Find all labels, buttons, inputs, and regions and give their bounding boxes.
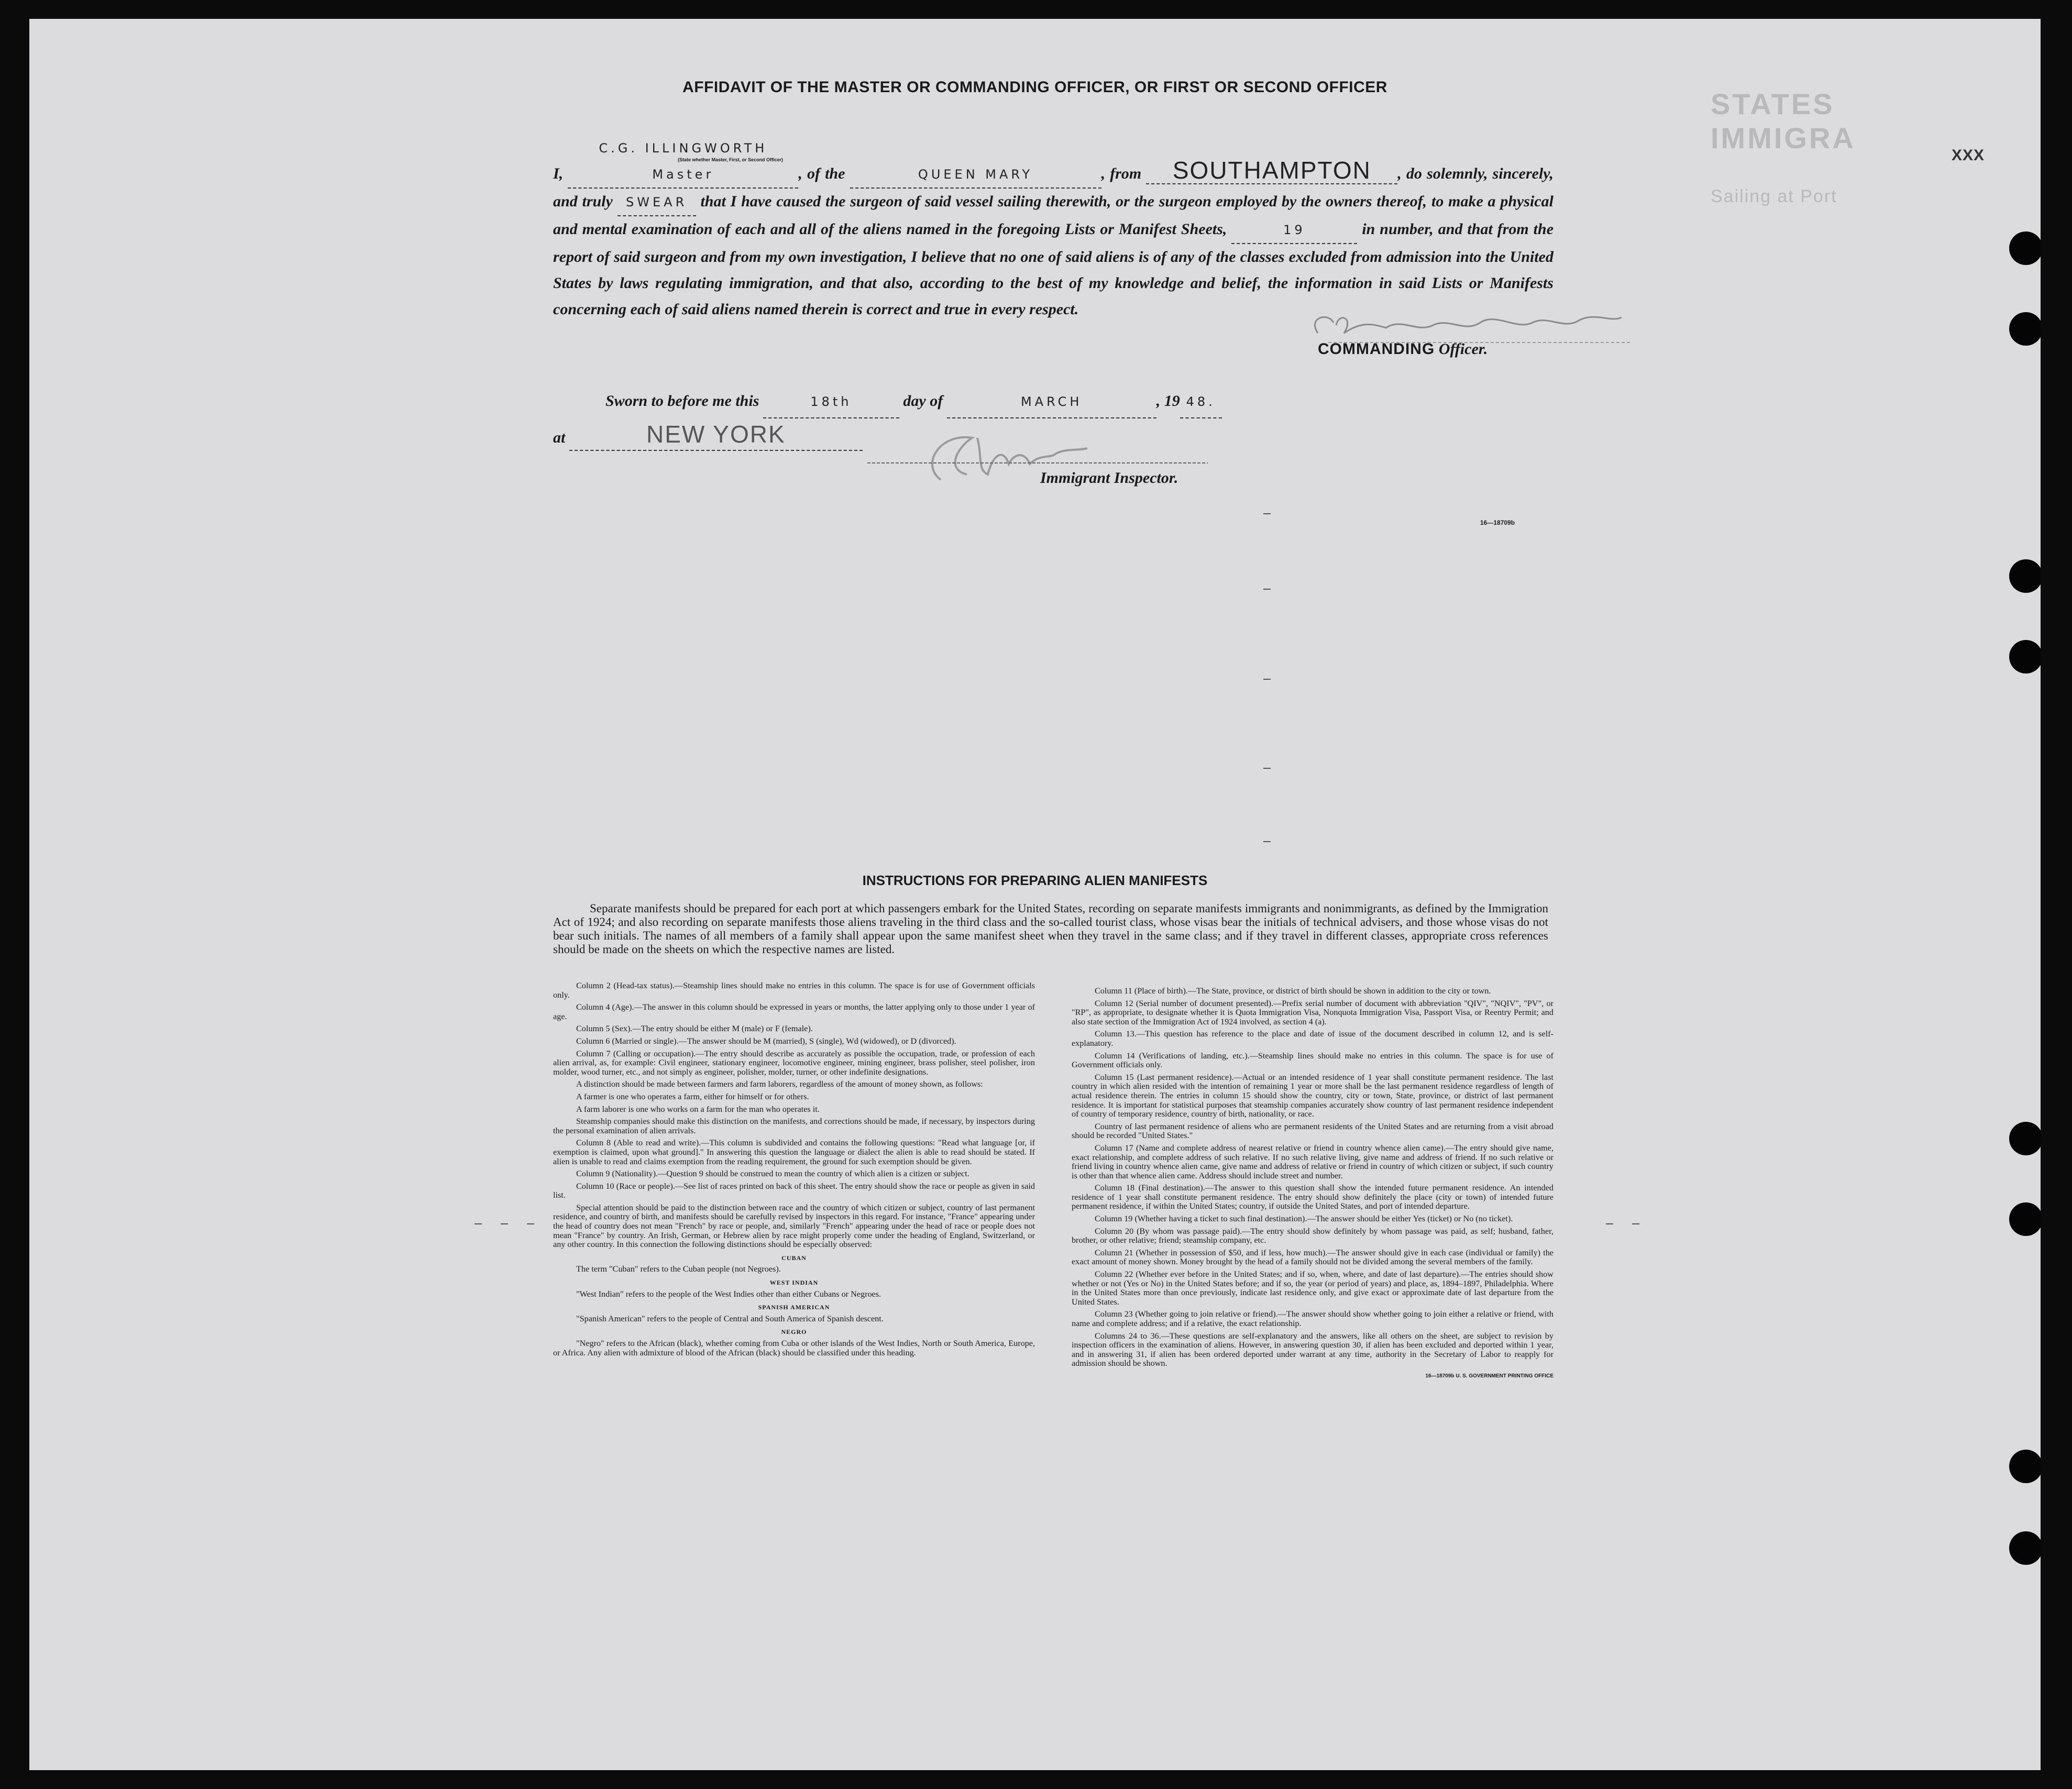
- sworn-text: at: [553, 429, 566, 446]
- affidavit-title: AFFIDAVIT OF THE MASTER OR COMMANDING OFFICER, OR FIRST OR SECOND OFFICER: [682, 79, 1387, 96]
- instruction-paragraph: Country of last permanent residence of aliens who are permanent residents of the United States and are returning from a visit abroad should be recorded "United States.": [1072, 1121, 1553, 1141]
- instruction-paragraph: A farmer is one who operates a farm, either for himself or for others.: [576, 1091, 809, 1101]
- bleed-through-text: [1711, 87, 1983, 223]
- master-name-field: C.G. ILLINGWORTH Master: [568, 135, 798, 189]
- aff-text: , of the: [798, 165, 845, 182]
- bleed-line-2: Sailing at Port: [1711, 186, 1837, 206]
- oath-field: SWEAR: [618, 189, 696, 216]
- sheet-count-field: 19: [1231, 217, 1357, 244]
- instruction-paragraph: Column 13.—This question has reference to the place and date of issue of the document described in column 12, and is self-explanatory.: [1072, 1029, 1553, 1048]
- officer-rank: COMMANDING: [1318, 340, 1435, 358]
- aff-text: in number, and that from the report of said surgeon and from my own investigation, I believe that no one of said aliens is of any of the classes excluded from admission into the United States by laws regulating immigration, and that also, according to the best of my knowledge and belief, the information in said Lists or Manifests concerning each of said aliens named therein is correct and true in every respect.: [553, 220, 1554, 318]
- margin-tick: [501, 1223, 508, 1224]
- bleed-mark: XXX: [1952, 147, 1985, 164]
- inspector-label: Immigrant Inspector.: [1040, 469, 1178, 487]
- instructions-intro: Separate manifests should be prepared for each port at which passengers embark for the United States, recording on separate manifests immigrants and nonimmigrants, as defined by the Immigration Act of 1924; and also recording on separate manifests those aliens traveling in the third class and the so-called tourist class, whose visas bear the initials of technical advisers, and those whose visas do not bear such initials. The names of all members of a family shall appear upon the same manifest sheet when they travel in the same class; and if they travel in different classes, appropriate cross references should be made on the sheets on which the respective names are listed.: [553, 902, 1548, 956]
- punch-hole-icon: [2009, 231, 2041, 265]
- instruction-paragraph: Column 17 (Name and complete address of nearest relative or friend in country whence alien came).—The entry should give name, exact relationship, and complete address of such relative. If no such relative living, give name and address of friend. If no such relative or friend living in country whence alien came, give name and address of relative or friend in country of which citizen or subject, if such country is other than that whence alien came. Address should include street and number.: [1072, 1143, 1553, 1180]
- aff-text: solemnly, sincerely, and truly: [553, 165, 1554, 210]
- instruction-paragraph: Column 7 (Calling or occupation).—The entry should describe as accurately as possible the occupation, trade, or profession of each alien arrival, as, for example: Civil engineer, stationary engineer, locomotive engineer, mining engineer, brass polisher, steel polisher, iron molder, wood turner, etc., and not simply as engineer, polisher, molder, turner, or other indefinite designations.: [553, 1048, 1035, 1077]
- instruction-paragraph: Column 10 (Race or people).—See list of races printed on back of this sheet. The entry should show the race or people as given in said list.: [553, 1181, 1035, 1200]
- instruction-paragraph: Columns 24 to 36.—These questions are self-explanatory and the answers, like all others on the sheet, are subject to revision by inspection officers in the examination of aliens. However, in answering question 30, if alien has been excluded and deported within 1 year, and in answering 31, if alien has been ordered deported under warrant at any time, authority in the Secretary of Labor to reapply for admission should be shown.: [1072, 1331, 1553, 1368]
- instruction-paragraph: "Spanish American" refers to the people of Central and South America of Spanish descent.: [576, 1313, 884, 1323]
- sworn-day-field: 18th: [763, 386, 899, 418]
- instruction-paragraph: Column 8 (Able to read and write).—This column is subdivided and contains the following questions: "Read what language [or, if exemption is claimed, upon what ground]." In answering this question the language or dialect the alien is able to read should be stated. If alien is unable to read and claims exemption from the reading requirement, the ground for such exemption should be given.: [553, 1138, 1035, 1166]
- aff-text: , do: [1397, 165, 1422, 182]
- west-indian-heading: WEST INDIAN: [769, 1279, 819, 1287]
- aff-text: that I have caused the surgeon of said vessel sailing therewith, or the surgeon employed by the owners thereof, to make a physical and mental examination of each and all of the aliens named in the foregoing Lists or Manifest Sheets,: [553, 193, 1554, 238]
- instruction-paragraph: Column 9 (Nationality).—Question 9 should be construed to mean the country of which alien is a citizen or subject.: [576, 1169, 969, 1179]
- officer-signature-line: [1318, 340, 1487, 358]
- port-field: SOUTHAMPTON: [1146, 157, 1397, 184]
- rank-note: (State whether Master, First, or Second Officer): [678, 157, 784, 162]
- punch-hole-icon: [2009, 1531, 2041, 1565]
- punch-hole-icon: [2009, 1202, 2041, 1236]
- instruction-paragraph: Column 5 (Sex).—The entry should be either M (male) or F (female).: [576, 1024, 813, 1034]
- instruction-paragraph: Column 19 (Whether having a ticket to such final destination).—The answer should be either Yes (ticket) or No (no ticket).: [1095, 1214, 1513, 1224]
- bleed-line-1: STATES IMMIGRA: [1711, 87, 1856, 154]
- margin-tick: [1263, 841, 1271, 842]
- punch-hole-icon: [2009, 1450, 2041, 1483]
- instruction-paragraph: Column 21 (Whether in possession of $50, and if less, how much).—The answer should give in each case (individual or family) the exact amount of money shown. Money brought by the head of a family should not be divided among the several members of the family.: [1072, 1247, 1553, 1267]
- sworn-month-field: MARCH: [947, 386, 1156, 418]
- margin-tick: [1263, 513, 1271, 514]
- aff-text: , from: [1101, 165, 1142, 182]
- margin-tick: [475, 1223, 482, 1224]
- margin-tick: [1263, 768, 1271, 769]
- margin-tick: [1263, 679, 1271, 680]
- affidavit-text: [553, 135, 1553, 323]
- instructions-left-column: [553, 981, 1035, 1361]
- instruction-paragraph: Column 23 (Whether going to join relative or friend).—The answer should show whether going to join either a relative or friend, with name and complete address; and if a relative, the exact relationship.: [1072, 1309, 1553, 1328]
- sworn-text: day of: [903, 392, 943, 410]
- officer-label: Officer.: [1438, 340, 1488, 358]
- instruction-paragraph: Column 6 (Married or single).—The answer should be M (married), S (single), Wd (widowed), or D (divorced).: [576, 1036, 956, 1046]
- footer-form-number: 16—18709b U. S. GOVERNMENT PRINTING OFFICE: [1425, 1373, 1553, 1379]
- sworn-year-field: 48.: [1180, 386, 1222, 418]
- sworn-text: Sworn to before me this: [605, 392, 759, 410]
- aff-text: I,: [553, 165, 564, 182]
- instructions-title: INSTRUCTIONS FOR PREPARING ALIEN MANIFESTS: [862, 873, 1208, 888]
- instruction-paragraph: "Negro" refers to the African (black), whether coming from Cuba or other islands of the West Indies, North or South America, Europe, or Africa. Any alien with admixture of blood of the African (black) should be classified under this heading.: [553, 1339, 1035, 1357]
- instruction-paragraph: Column 22 (Whether ever before in the United States; and if so, when, where, and date of last departure).—The entries should show whether or not (Yes or No) in the United States before; and if so, the year (or period of years) and place, as, 1894–1897, Philadelphia. Where in the United States more than once previously, indicate last residence only, and give exact or approximate date of last departure from the United States.: [1072, 1269, 1553, 1307]
- instruction-paragraph: Column 4 (Age).—The answer in this column should be expressed in years or months, the latter applying only to those under 1 year of age.: [553, 1002, 1035, 1021]
- sworn-place-field: NEW YORK: [569, 418, 863, 451]
- instruction-paragraph: Column 20 (By whom was passage paid).—The entry should show definitely by whom passage was paid, as self; husband, father, brother, or other relative; friend; steamship company, etc.: [1072, 1226, 1553, 1245]
- instructions-right-column: [1072, 987, 1553, 1381]
- margin-tick: [1606, 1223, 1613, 1224]
- cuban-heading: CUBAN: [781, 1254, 807, 1262]
- instruction-paragraph: A distinction should be made between farmers and farm laborers, regardless of the amount of money shown, as follows:: [576, 1079, 983, 1089]
- instruction-paragraph: Column 18 (Final destination).—The answer to this question shall show the intended future permanent residence. An intended residence of 1 year shall constitute permanent residence. The entry should show definitely the place (city or town) of intended future permanent residence, if within the United States; country, if outside the United States, and port of intended departure.: [1072, 1183, 1553, 1211]
- form-number-top: 16—18709b: [1480, 519, 1515, 526]
- punch-hole-icon: [2009, 559, 2041, 593]
- instruction-paragraph: Column 14 (Verifications of landing, etc.).—Steamship lines should make no entries in this column. The space is for use of Government officials only.: [1072, 1051, 1553, 1070]
- vessel-name-field: QUEEN MARY: [850, 161, 1101, 189]
- punch-hole-icon: [2009, 312, 2041, 346]
- instruction-paragraph: Steamship companies should make this distinction on the manifests, and corrections should be made, if necessary, by inspectors during the personal examination of alien arrivals.: [553, 1117, 1035, 1135]
- instruction-paragraph: The term "Cuban" refers to the Cuban people (not Negroes).: [576, 1264, 781, 1274]
- instruction-paragraph: Column 15 (Last permanent residence).—Actual or an intended residence of 1 year shall constitute permanent residence. The last country in which alien resided with the intention of remaining 1 year or more shall be the last permanent residence regardless of length of actual residence therein. The entries in column 15 should show the country, city or town, State, province, or district of last permanent residence. It is important for statistical purposes that steamship companies accurately show country of last permanent residence independent of country of temporary residence, country of birth, nationality, or race.: [1072, 1072, 1553, 1119]
- margin-tick: [527, 1223, 534, 1224]
- margin-tick: [1632, 1223, 1639, 1224]
- instruction-paragraph: A farm laborer is one who works on a farm for the man who operates it.: [576, 1104, 820, 1114]
- instruction-paragraph: Column 12 (Serial number of document presented).—Prefix serial number of document with abbreviation "QIV", "NQIV", "PV", or "RP", as appropriate, to designate whether it is Quota Immigration Visa, Nonquota Immigration Visa, Passport Visa, or Reentry Permit; and also state section of the Immigration Act of 1924 involved, as section 4 (a).: [1072, 998, 1553, 1026]
- spanish-american-heading: SPANISH AMERICAN: [758, 1304, 830, 1311]
- sworn-text: , 19: [1156, 392, 1180, 410]
- negro-heading: NEGRO: [781, 1328, 807, 1336]
- instruction-paragraph: Special attention should be paid to the distinction between race and the country of which citizen or subject, country of last permanent residence, and country of birth, and manifests should be carefully revised by inspectors in this regard. For instance, "France" appearing under the head of country does not mean "French" by race or people, and, similarly "French" appearing under the head of race or people does not mean "France" by country. An Irish, German, or Hebrew alien by race might properly come under the heading of England, Switzerland, or any other country. In this connection the following distinctions should be especially observed:: [553, 1202, 1035, 1250]
- punch-hole-icon: [2009, 640, 2041, 673]
- punch-hole-icon: [2009, 1122, 2041, 1155]
- manifest-page: [29, 19, 2041, 1770]
- margin-tick: [1263, 589, 1271, 590]
- instruction-paragraph: "West Indian" refers to the people of the West Indies other than either Cubans or Negroes.: [576, 1289, 881, 1299]
- instruction-paragraph: Column 11 (Place of birth).—The State, province, or district of birth should be shown in addition to the city or town.: [1095, 986, 1491, 996]
- instruction-paragraph: Column 2 (Head-tax status).—Steamship lines should make no entries in this column. The space is for use of Government officials only.: [553, 981, 1035, 1000]
